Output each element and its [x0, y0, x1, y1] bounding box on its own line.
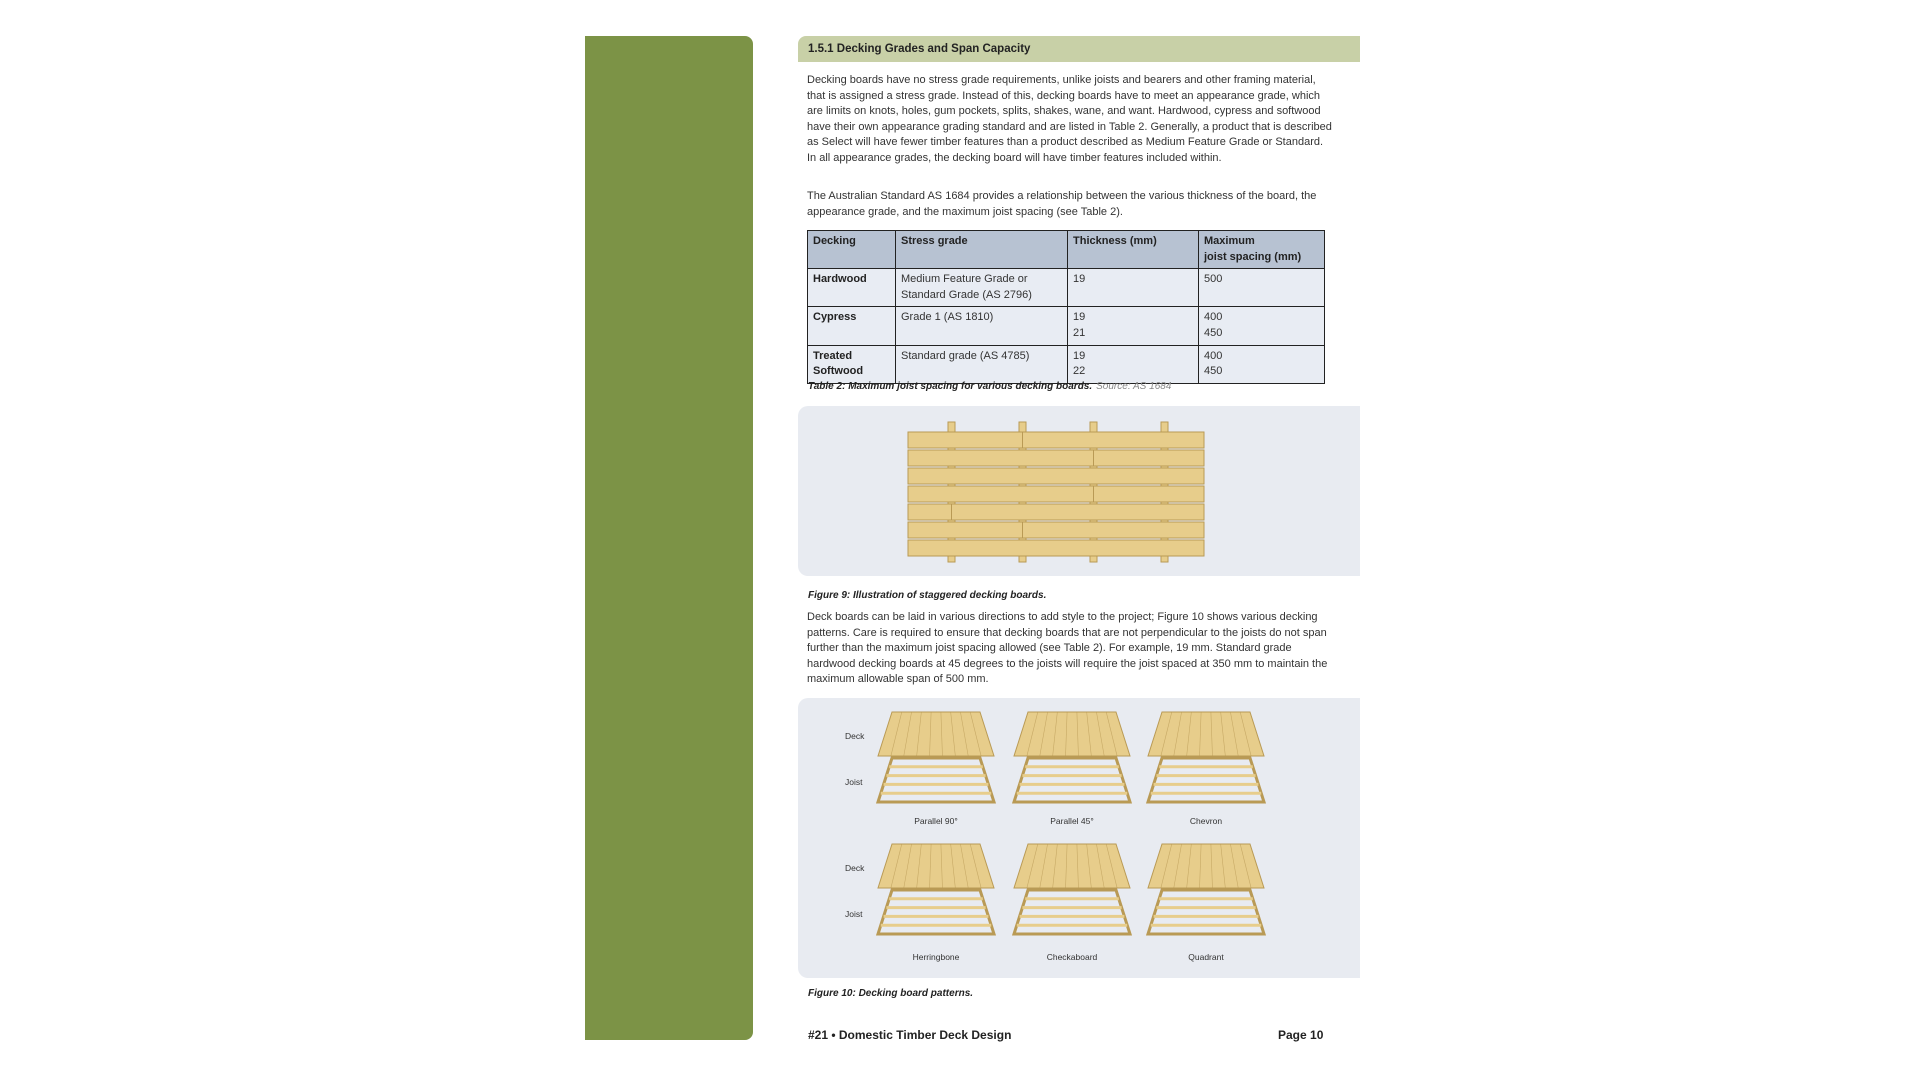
sidebar-accent [585, 36, 753, 1040]
figure10-caption: Figure 10: Decking board patterns. [808, 988, 974, 999]
joist-frame [878, 890, 994, 934]
table-cell: 19 22 [1068, 345, 1199, 383]
table-cell: Hardwood [808, 269, 896, 307]
table-caption [808, 381, 1171, 392]
deck-surface [1014, 844, 1130, 888]
table-cell: Cypress [808, 307, 896, 345]
table-cell: 400 450 [1199, 307, 1325, 345]
paragraph-deck-patterns: Deck boards can be laid in various directions to add style to the project; Figure 10 shows various decking patterns. Care is required to ensure that decking boards that are not perpendicular to the joists do not span further than the maximum joist spacing allowed (see Table 2). For example, 19 mm. Standard grade hardwood decking boards at 45 degrees to the joists will require the joist spaced at 350 mm to maintain the maximum allowable span of 500 mm. [807, 611, 1328, 686]
pattern-label: Quadrant [1188, 952, 1224, 962]
decking-patterns-illustration [798, 698, 1360, 978]
joist-spacing-table [807, 230, 1325, 384]
deck-surface [1148, 844, 1264, 888]
table-cell: 19 [1068, 269, 1199, 307]
table-header-cell: Stress grade [896, 231, 1068, 269]
table-cell: 19 21 [1068, 307, 1199, 345]
footer-title: #21 • Domestic Timber Deck Design [808, 1028, 1012, 1042]
pattern-item [878, 844, 994, 962]
joist-frame [1014, 890, 1130, 934]
table-header-cell: Decking [808, 231, 896, 269]
deck-surface [878, 844, 994, 888]
row-label-deck: Deck [845, 731, 865, 741]
table-caption-source: Source: AS 1684 [1096, 381, 1172, 392]
pattern-label: Parallel 45° [1050, 816, 1094, 826]
table-cell: 400 450 [1199, 345, 1325, 383]
paragraph-as1684: The Australian Standard AS 1684 provides a relationship between the various thickness of the board, the appearance grade, and the maximum joist spacing (see Table 2). [807, 190, 1317, 218]
table-cell: 500 [1199, 269, 1325, 307]
pattern-item [1014, 844, 1130, 962]
deck-surface [1148, 712, 1264, 756]
deck-surface [1014, 712, 1130, 756]
joist-frame [878, 758, 994, 802]
deck-board [908, 468, 1204, 484]
table-row [808, 269, 1325, 307]
pattern-item [1148, 844, 1264, 962]
table-header-cell: Maximum joist spacing (mm) [1199, 231, 1325, 269]
row-label-joist: Joist [845, 777, 863, 787]
staggered-decking-illustration [906, 420, 1206, 564]
row-label-deck: Deck [845, 863, 865, 873]
joist-frame [1014, 758, 1130, 802]
pattern-label: Herringbone [912, 952, 960, 962]
pattern-item [878, 712, 994, 826]
row-label-joist: Joist [845, 909, 863, 919]
pattern-item [1014, 712, 1130, 826]
table-cell: Treated Softwood [808, 345, 896, 383]
deck-surface [878, 712, 994, 756]
pattern-label: Chevron [1189, 816, 1223, 826]
deck-board [908, 450, 1204, 466]
deck-board [908, 522, 1204, 538]
joist-frame [1148, 758, 1264, 802]
pattern-item [1148, 712, 1264, 826]
pattern-label: Checkaboard [1046, 952, 1098, 962]
deck-board [908, 486, 1204, 502]
table-header-row [808, 231, 1325, 269]
figure9-caption: Figure 9: Illustration of staggered decking boards. [808, 590, 1047, 601]
deck-board [908, 540, 1204, 556]
deck-board [908, 504, 1204, 520]
pattern-label: Parallel 90° [914, 816, 958, 826]
joist-frame [1148, 890, 1264, 934]
section-title: 1.5.1 Decking Grades and Span Capacity [808, 43, 1031, 55]
table-caption-text: Table 2: Maximum joist spacing for various decking boards. [808, 381, 1093, 392]
table-row [808, 307, 1325, 345]
table-cell: Medium Feature Grade or Standard Grade (AS 2796) [896, 269, 1068, 307]
table-row [808, 345, 1325, 383]
paragraph-appearance-grade: Decking boards have no stress grade requirements, unlike joists and bearers and other framing material, that is assigned a stress grade. Instead of this, decking boards have to meet an appearance grade, which are limits on knots, holes, gum pockets, splits, shakes, wane, and want. Hardwood, cypress and softwood have their own appearance grading standard and are listed in Table 2. Generally, a product that is described as Select will have fewer timber features than a product described as Medium Feature Grade or Standard. In all appearance grades, the decking board will have timber features included within. [807, 74, 1332, 164]
table-cell: Grade 1 (AS 1810) [896, 307, 1068, 345]
deck-board [908, 432, 1204, 448]
table-header-cell: Thickness (mm) [1068, 231, 1199, 269]
deck-boards [908, 432, 1204, 556]
table-cell: Standard grade (AS 4785) [896, 345, 1068, 383]
page-number: Page 10 [1278, 1028, 1324, 1042]
